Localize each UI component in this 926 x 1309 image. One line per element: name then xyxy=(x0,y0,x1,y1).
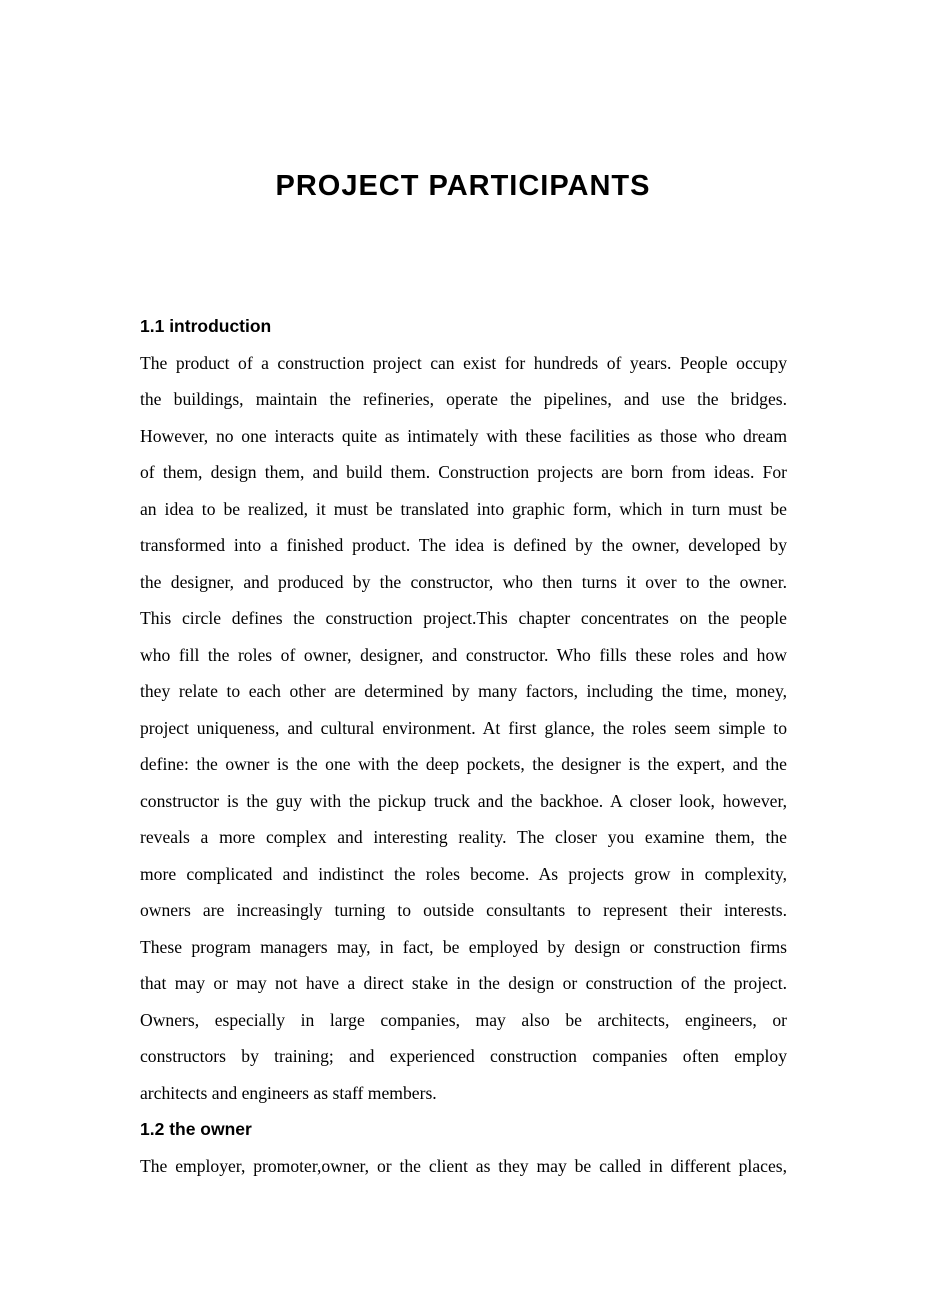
section-1-2-paragraph xyxy=(140,1148,787,1185)
document-title: PROJECT PARTICIPANTS xyxy=(275,170,651,202)
section-1-1-paragraph xyxy=(140,345,787,1112)
document-body xyxy=(140,308,787,1184)
section-heading-1-1-introduction: 1.1 introduction xyxy=(140,316,272,336)
text-line: This circle defines the construction project.This chapter concentrates on the people xyxy=(140,608,787,628)
text-line: The employer, promoter,owner, or the client as they may be called in different places, xyxy=(140,1155,787,1176)
text-line: reveals a more complex and interesting reality. The closer you examine them, the xyxy=(140,827,787,847)
text-line: transformed into a finished product. The idea is defined by the owner, developed by xyxy=(140,535,787,555)
text-line: owners are increasingly turning to outside consultants to represent their interests. xyxy=(140,900,787,920)
text-line: architects and engineers as staff members. xyxy=(140,1082,437,1103)
text-line: the buildings, maintain the refineries, operate the pipelines, and use the bridges. xyxy=(140,389,787,409)
section-heading-1-2-the-owner: 1.2 the owner xyxy=(140,1119,252,1139)
text-line: an idea to be realized, it must be translated into graphic form, which in turn must be xyxy=(140,498,787,519)
text-line: constructors by training; and experienced construction companies often employ xyxy=(140,1046,787,1066)
text-line: more complicated and indistinct the roles become. As projects grow in complexity, xyxy=(140,863,787,884)
text-line: The product of a construction project can exist for hundreds of years. People occupy xyxy=(140,352,787,373)
text-line: Owners, especially in large companies, may also be architects, engineers, or xyxy=(140,1009,787,1030)
text-line: project uniqueness, and cultural environment. At first glance, the roles seem simple to xyxy=(140,717,787,738)
text-line: constructor is the guy with the pickup truck and the backhoe. A closer look, however, xyxy=(140,790,787,811)
text-line: of them, design them, and build them. Construction projects are born from ideas. For xyxy=(140,462,787,482)
text-line: the designer, and produced by the constructor, who then turns it over to the owner. xyxy=(140,571,787,592)
text-line: However, no one interacts quite as intimately with these facilities as those who dream xyxy=(140,425,787,446)
text-line: define: the owner is the one with the deep pockets, the designer is the expert, and the xyxy=(140,754,787,774)
text-line: that may or may not have a direct stake in the design or construction of the project. xyxy=(140,973,787,993)
text-line: who fill the roles of owner, designer, and constructor. Who fills these roles and how xyxy=(140,644,787,665)
text-line: they relate to each other are determined by many factors, including the time, money, xyxy=(140,681,787,701)
text-line: These program managers may, in fact, be employed by design or construction firms xyxy=(140,936,787,957)
